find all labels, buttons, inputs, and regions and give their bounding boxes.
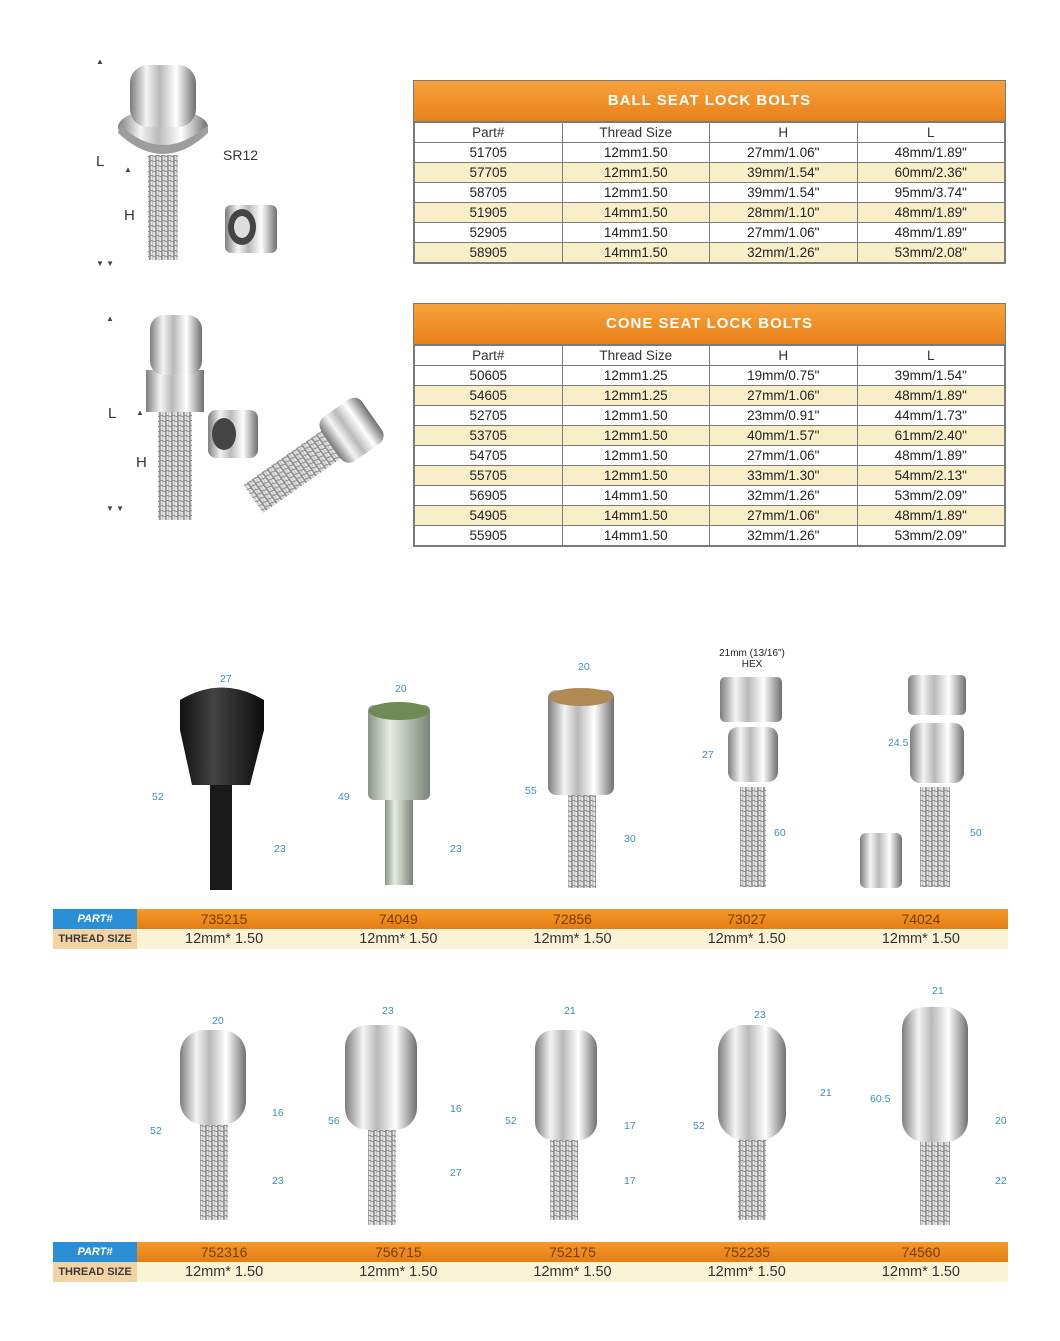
thread-size: 12mm* 1.50 xyxy=(359,1264,438,1280)
table-header-row xyxy=(415,123,1005,143)
table-row xyxy=(415,183,1005,203)
cell-thread: 12mm1.50 xyxy=(562,183,710,203)
cell-thread: 12mm1.50 xyxy=(562,163,710,183)
table-row xyxy=(415,366,1005,386)
row1-thread-cells xyxy=(137,929,1008,949)
dim-73027-head: 27 xyxy=(702,749,714,761)
table-row xyxy=(415,203,1005,223)
cone-seat-title: CONE SEAT LOCK BOLTS xyxy=(414,304,1005,345)
row1-part-label: PART# xyxy=(53,909,137,929)
cell-part: 52905 xyxy=(415,223,563,243)
dim-72856-width: 20 xyxy=(578,661,590,673)
row2-part-strip xyxy=(53,1242,1008,1262)
dim-756715-head: 16 xyxy=(450,1103,462,1115)
cell-part: 53705 xyxy=(415,426,563,446)
cell-h: 32mm/1.26" xyxy=(710,486,858,506)
dim-735215-width: 27 xyxy=(220,673,232,685)
dim-735215-length: 52 xyxy=(152,791,164,803)
thread-size: 12mm* 1.50 xyxy=(881,931,960,947)
ball-seat-label-h: H xyxy=(124,207,135,224)
dim-74024-head: 24.5 xyxy=(888,737,909,749)
cell-h: 39mm/1.54" xyxy=(710,163,858,183)
row1-part-strip xyxy=(53,909,1008,929)
table-row xyxy=(415,486,1005,506)
cell-thread: 12mm1.50 xyxy=(562,143,710,163)
cell-l: 48mm/1.89" xyxy=(857,223,1005,243)
cell-thread: 12mm1.50 xyxy=(562,406,710,426)
header-thread: Thread Size xyxy=(562,346,710,366)
part-number: 74560 xyxy=(901,1244,941,1260)
cell-l: 53mm/2.09" xyxy=(857,486,1005,506)
dim-752175-thread: 17 xyxy=(624,1175,636,1187)
cell-h: 40mm/1.57" xyxy=(710,426,858,446)
cell-l: 53mm/2.08" xyxy=(857,243,1005,263)
table-row xyxy=(415,386,1005,406)
dim-752316-thread: 23 xyxy=(272,1175,284,1187)
cell-l: 48mm/1.89" xyxy=(857,143,1005,163)
cell-part: 58705 xyxy=(415,183,563,203)
dim-72856-length: 55 xyxy=(525,785,537,797)
dim-74049-width: 20 xyxy=(395,683,407,695)
hex-note-size: 21mm (13/16") xyxy=(719,648,785,659)
cell-thread: 14mm1.50 xyxy=(562,203,710,223)
part-number: 752235 xyxy=(723,1244,771,1260)
table-row xyxy=(415,163,1005,183)
dim-752235-head: 21 xyxy=(820,1087,832,1099)
part-number: 752316 xyxy=(200,1244,248,1260)
ball-seat-table xyxy=(413,80,1006,264)
row1-illustrations xyxy=(140,645,1010,905)
arrow-mid-icon: ▲ xyxy=(124,165,132,174)
row1-part-cells xyxy=(137,909,1008,929)
dim-735215-thread: 23 xyxy=(274,843,286,855)
dim-752316-length: 52 xyxy=(150,1125,162,1137)
cone-seat-label-l: L xyxy=(108,405,117,422)
arrow-mid-icon: ▲ xyxy=(136,408,144,417)
part-number: 74049 xyxy=(378,911,418,927)
header-part: Part# xyxy=(415,123,563,143)
cell-part: 55905 xyxy=(415,526,563,546)
cell-l: 48mm/1.89" xyxy=(857,386,1005,406)
dim-752316-width: 20 xyxy=(212,1015,224,1027)
arrow-top-icon: ▲ xyxy=(96,57,104,66)
dim-72856-thread: 30 xyxy=(624,833,636,845)
header-l: L xyxy=(857,123,1005,143)
cell-l: 44mm/1.73" xyxy=(857,406,1005,426)
cell-l: 48mm/1.89" xyxy=(857,446,1005,466)
row1-thread-strip xyxy=(53,929,1008,949)
cell-part: 56905 xyxy=(415,486,563,506)
thread-size: 12mm* 1.50 xyxy=(881,1264,960,1280)
cell-l: 60mm/2.36" xyxy=(857,163,1005,183)
cell-part: 54605 xyxy=(415,386,563,406)
cone-seat-table xyxy=(413,303,1006,547)
row2-thread-label: THREAD SIZE xyxy=(53,1262,137,1282)
cell-part: 55705 xyxy=(415,466,563,486)
cell-part: 51705 xyxy=(415,143,563,163)
part-number: 72856 xyxy=(553,911,592,927)
cell-thread: 12mm1.25 xyxy=(562,366,710,386)
cell-l: 95mm/3.74" xyxy=(857,183,1005,203)
cell-part: 52705 xyxy=(415,406,563,426)
cell-h: 33mm/1.30" xyxy=(710,466,858,486)
header-h: H xyxy=(710,123,858,143)
cell-h: 28mm/1.10" xyxy=(710,203,858,223)
dim-74049-length: 49 xyxy=(338,791,350,803)
part-number: 74024 xyxy=(901,911,941,927)
thread-size: 12mm* 1.50 xyxy=(359,931,438,947)
cell-part: 50605 xyxy=(415,366,563,386)
cell-h: 27mm/1.06" xyxy=(710,386,858,406)
dim-74560-thread: 22 xyxy=(995,1175,1007,1187)
cell-h: 32mm/1.26" xyxy=(710,243,858,263)
dim-752175-length: 52 xyxy=(505,1115,517,1127)
dim-756715-thread: 27 xyxy=(450,1167,462,1179)
row1-bolts-svg xyxy=(140,645,1010,905)
cell-h: 27mm/1.06" xyxy=(710,143,858,163)
cone-seat-label-h: H xyxy=(136,454,147,471)
table-row xyxy=(415,143,1005,163)
part-number: 756715 xyxy=(374,1244,422,1260)
cone-seat-spec-table xyxy=(414,345,1005,546)
dim-74049-thread: 23 xyxy=(450,843,462,855)
cell-part: 51905 xyxy=(415,203,563,223)
part-number: 752175 xyxy=(549,1244,596,1260)
cell-h: 32mm/1.26" xyxy=(710,526,858,546)
dim-752235-length: 52 xyxy=(693,1120,705,1132)
part-number: 735215 xyxy=(200,911,248,927)
cell-h: 23mm/0.91" xyxy=(710,406,858,426)
arrow-top-icon: ▲ xyxy=(106,314,114,323)
part-number: 73027 xyxy=(727,911,767,927)
cell-h: 27mm/1.06" xyxy=(710,506,858,526)
cell-l: 48mm/1.89" xyxy=(857,506,1005,526)
dim-752175-width: 21 xyxy=(564,1005,576,1017)
table-row xyxy=(415,466,1005,486)
cell-thread: 14mm1.50 xyxy=(562,243,710,263)
dim-752175-head: 17 xyxy=(624,1120,636,1132)
thread-size: 12mm* 1.50 xyxy=(707,931,786,947)
cell-part: 58905 xyxy=(415,243,563,263)
cell-thread: 12mm1.50 xyxy=(562,466,710,486)
row2-bolts-svg xyxy=(140,985,1010,1235)
cell-thread: 14mm1.50 xyxy=(562,223,710,243)
ball-seat-label-l: L xyxy=(96,153,105,170)
ball-seat-spec-table xyxy=(414,122,1005,263)
dim-74560-width: 21 xyxy=(932,985,944,997)
dim-74024-length: 50 xyxy=(970,827,982,839)
thread-size: 12mm* 1.50 xyxy=(533,1264,612,1280)
row2-thread-strip xyxy=(53,1262,1008,1282)
thread-size: 12mm* 1.50 xyxy=(185,1264,264,1280)
ball-seat-figure xyxy=(90,55,390,270)
cell-l: 39mm/1.54" xyxy=(857,366,1005,386)
cell-l: 61mm/2.40" xyxy=(857,426,1005,446)
dim-73027-length: 60 xyxy=(774,827,786,839)
header-part: Part# xyxy=(415,346,563,366)
dim-752235-width: 23 xyxy=(754,1009,766,1021)
header-thread: Thread Size xyxy=(562,123,710,143)
thread-size: 12mm* 1.50 xyxy=(707,1264,786,1280)
cell-l: 48mm/1.89" xyxy=(857,203,1005,223)
header-l: L xyxy=(857,346,1005,366)
cell-thread: 12mm1.25 xyxy=(562,386,710,406)
cell-thread: 14mm1.50 xyxy=(562,506,710,526)
ball-seat-radius-label: SR12 xyxy=(223,147,259,163)
cell-h: 27mm/1.06" xyxy=(710,446,858,466)
header-h: H xyxy=(710,346,858,366)
arrow-bottom-icon: ▼ ▼ xyxy=(96,259,115,268)
cell-thread: 12mm1.50 xyxy=(562,446,710,466)
cell-thread: 14mm1.50 xyxy=(562,486,710,506)
cell-l: 54mm/2.13" xyxy=(857,466,1005,486)
row2-part-cells xyxy=(137,1242,1008,1262)
table-row xyxy=(415,243,1005,263)
arrow-bottom-icon: ▼ ▼ xyxy=(106,504,125,513)
cell-thread: 12mm1.50 xyxy=(562,426,710,446)
cell-h: 27mm/1.06" xyxy=(710,223,858,243)
cell-part: 54705 xyxy=(415,446,563,466)
cell-l: 53mm/2.09" xyxy=(857,526,1005,546)
dim-756715-length: 56 xyxy=(328,1115,340,1127)
cell-h: 39mm/1.54" xyxy=(710,183,858,203)
row2-illustrations xyxy=(140,985,1010,1235)
cell-thread: 14mm1.50 xyxy=(562,526,710,546)
dim-756715-width: 23 xyxy=(382,1005,394,1017)
table-row xyxy=(415,406,1005,426)
table-row xyxy=(415,446,1005,466)
table-row xyxy=(415,426,1005,446)
hex-note xyxy=(712,648,792,670)
cell-h: 19mm/0.75" xyxy=(710,366,858,386)
table-row xyxy=(415,223,1005,243)
table-row xyxy=(415,526,1005,546)
row2-part-label: PART# xyxy=(53,1242,137,1262)
ball-seat-title: BALL SEAT LOCK BOLTS xyxy=(414,81,1005,122)
cone-seat-bolt-illustration xyxy=(100,310,400,530)
dim-752316-head: 16 xyxy=(272,1107,284,1119)
thread-size: 12mm* 1.50 xyxy=(185,931,264,947)
table-row xyxy=(415,506,1005,526)
cone-seat-figure xyxy=(100,310,400,530)
thread-size: 12mm* 1.50 xyxy=(533,931,612,947)
row1-thread-label: THREAD SIZE xyxy=(53,929,137,949)
hex-note-label: HEX xyxy=(741,659,763,670)
cell-part: 54905 xyxy=(415,506,563,526)
row2-thread-cells xyxy=(137,1262,1008,1282)
table-header-row xyxy=(415,346,1005,366)
cell-part: 57705 xyxy=(415,163,563,183)
dim-74560-head: 20 xyxy=(995,1115,1007,1127)
dim-74560-length: 60.5 xyxy=(870,1093,891,1105)
